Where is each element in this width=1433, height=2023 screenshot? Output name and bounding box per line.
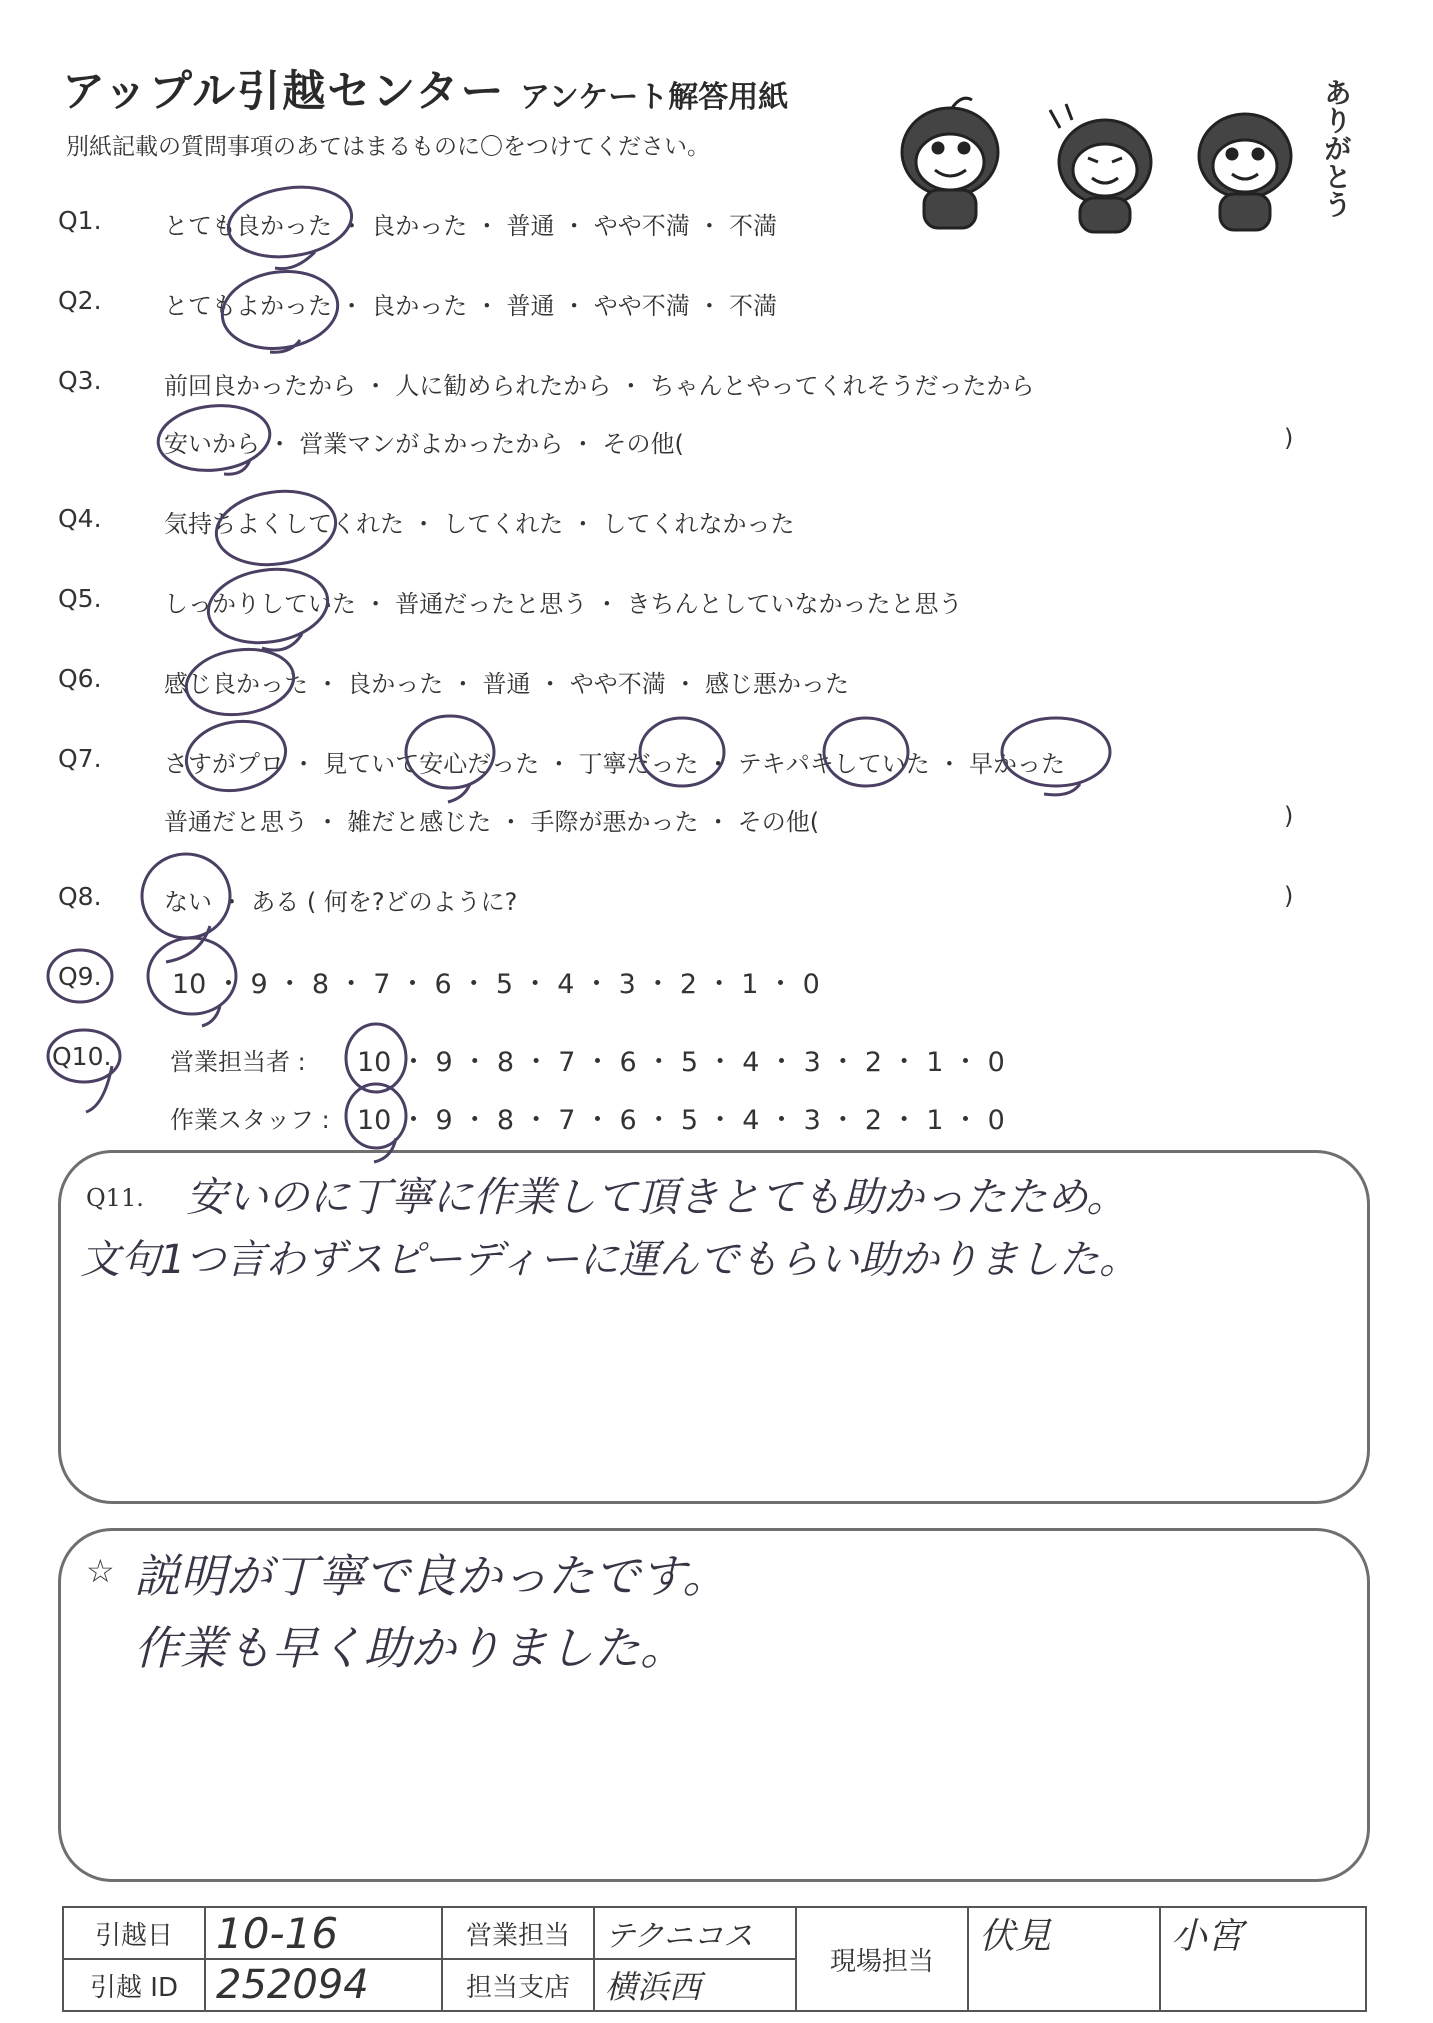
comment-line-2: 作業も早く助かりました。 <box>134 1621 686 1675</box>
q7-options-2: 普通だと思う ・ 雑だと感じた ・ 手際が悪かった ・ その他( <box>164 808 820 836</box>
q7-options-1: さすがプロ ・ 見ていて安心だった ・ 丁寧だった ・ テキパキしていた ・ 早かった <box>164 750 1066 778</box>
brand-title: アップル引越センター <box>62 67 506 117</box>
q2-selection-tail <box>270 340 300 352</box>
q1-number: Q1. <box>58 206 102 235</box>
q11-answer-line-1: 安いのに丁寧に作業して頂きとても助かったため。 <box>186 1173 1128 1221</box>
q1-selection-tail <box>275 252 315 269</box>
move-id-value: 252094 <box>205 1959 442 2011</box>
q7-selection-tail-2 <box>448 784 470 802</box>
q5-options: しっかりしていた ・ 普通だったと思う ・ きちんとしていなかったと思う <box>164 590 963 618</box>
q4-options: 気持ちよくしてくれた ・ してくれた ・ してくれなかった <box>164 510 795 538</box>
q5-selection-tail <box>262 634 302 650</box>
move-info-table <box>62 1906 1367 2012</box>
q9-number: Q9. <box>58 962 102 991</box>
q4-number: Q4. <box>58 504 102 533</box>
site-value-2: 小宮 <box>1160 1907 1366 2011</box>
q9-selection-tail <box>202 1006 220 1026</box>
instruction-text: 別紙記載の質問事項のあてはまるものに〇をつけてください。 <box>66 134 710 160</box>
q10-sales-label: 営業担当者 : <box>170 1048 306 1076</box>
q2-number: Q2. <box>58 286 102 315</box>
q10-number-tail <box>86 1066 112 1112</box>
sales-label: 営業担当 <box>442 1907 594 1959</box>
q3-number: Q3. <box>58 366 102 395</box>
q3-close-paren: ) <box>1284 424 1294 452</box>
form-subtitle: アンケート解答用紙 <box>520 80 789 115</box>
q9-scale: 10 ・ 9 ・ 8 ・ 7 ・ 6 ・ 5 ・ 4 ・ 3 ・ 2 ・ 1 ・ 0 <box>172 969 820 1000</box>
q6-options: 感じ良かった ・ 良かった ・ 普通 ・ やや不満 ・ 感じ悪かった <box>164 670 850 698</box>
star-icon: ☆ <box>86 1552 115 1590</box>
move-date-label: 引越日 <box>63 1907 205 1959</box>
q10-number: Q10. <box>52 1042 112 1071</box>
q3-options-1: 前回良かったから ・ 人に勧められたから ・ ちゃんとやってくれそうだったから <box>164 372 1035 400</box>
q11-answer-line-2: 文句1つ言わずスピーディーに運んでもらい助かりました。 <box>80 1237 1140 1283</box>
branch-label: 担当支店 <box>442 1959 594 2011</box>
move-date-value: 10-16 <box>205 1907 442 1959</box>
q3-selection-tail <box>224 460 250 474</box>
q7-close-paren: ) <box>1284 802 1294 830</box>
q8-selection-tail <box>166 926 210 962</box>
mascot-3 <box>1199 114 1291 230</box>
q11-label: Q11. <box>86 1184 144 1212</box>
q10-staff-label: 作業スタッフ : <box>170 1106 330 1134</box>
mascot-2 <box>1050 104 1151 232</box>
q6-number: Q6. <box>58 664 102 693</box>
site-value-1: 伏見 <box>968 1907 1160 2011</box>
q10-sales-scale: 10 ・ 9 ・ 8 ・ 7 ・ 6 ・ 5 ・ 4 ・ 3 ・ 2 ・ 1 ・ 0 <box>357 1047 1005 1078</box>
site-label: 現場担当 <box>796 1907 968 2011</box>
mascot-1 <box>902 98 998 228</box>
q7-number: Q7. <box>58 744 102 773</box>
q2-options: とてもよかった ・ 良かった ・ 普通 ・ やや不満 ・ 不満 <box>164 292 778 320</box>
q1-options: とても良かった ・ 良かった ・ 普通 ・ やや不満 ・ 不満 <box>164 212 778 240</box>
q8-options: ない ・ ある ( 何を?どのように? <box>164 888 518 916</box>
branch-value: 横浜西 <box>594 1959 796 2011</box>
q10-staff-scale: 10 ・ 9 ・ 8 ・ 7 ・ 6 ・ 5 ・ 4 ・ 3 ・ 2 ・ 1 ・ 0 <box>357 1105 1005 1136</box>
mascot-caption: ありがとう <box>1320 78 1353 218</box>
sales-value: テクニコス <box>594 1907 796 1959</box>
move-id-label: 引越 ID <box>63 1959 205 2011</box>
q5-number: Q5. <box>58 584 102 613</box>
mascot-illustration <box>880 70 1320 240</box>
q7-selection-tail-5 <box>1044 784 1080 795</box>
comment-line-1: 説明が丁寧で良かったです。 <box>134 1549 729 1603</box>
q3-options-2: 安いから ・ 営業マンがよかったから ・ その他( <box>164 430 684 458</box>
q8-close-paren: ) <box>1284 882 1294 910</box>
q8-number: Q8. <box>58 882 102 911</box>
